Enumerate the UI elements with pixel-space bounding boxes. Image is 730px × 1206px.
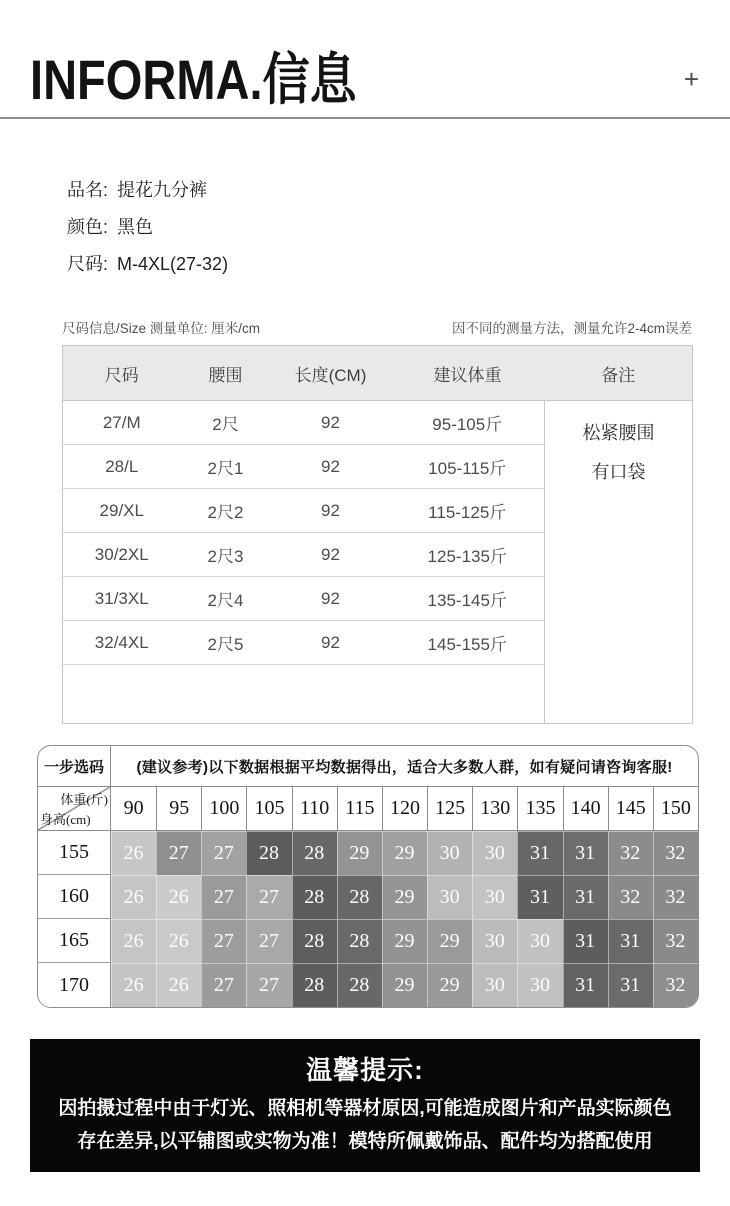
chart-value-cell: 28	[337, 963, 382, 1007]
notice-title: 温馨提示:	[306, 1055, 424, 1085]
chart-value-cell: 31	[563, 963, 608, 1007]
size-table-empty-cell	[63, 665, 181, 724]
chart-value-cell: 30	[472, 919, 517, 963]
size-table-cell: 145-155斤	[391, 621, 545, 665]
chart-value-cell: 28	[292, 919, 337, 963]
chart-value-cell: 32	[608, 831, 653, 875]
size-table-cell: 2尺5	[181, 621, 271, 665]
size-table-cell: 92	[271, 445, 391, 489]
chart-value-cell: 29	[382, 831, 427, 875]
size-table-meta	[62, 317, 692, 337]
chart-value-cell: 26	[111, 875, 156, 919]
size-table-remark-cell	[545, 401, 693, 724]
chart-value-cell: 27	[201, 963, 246, 1007]
size-table	[62, 345, 693, 724]
size-table-header-cell: 建议体重	[391, 346, 545, 401]
chart-value-cell: 31	[563, 831, 608, 875]
size-table-cell: 115-125斤	[391, 489, 545, 533]
chart-value-cell: 31	[563, 919, 608, 963]
size-table-cell: 28/L	[63, 445, 181, 489]
size-table-cell: 2尺3	[181, 533, 271, 577]
chart-value-cell: 28	[246, 831, 291, 875]
product-field-value: 黑色	[117, 217, 154, 237]
product-field-value: M-4XL(27-32)	[117, 254, 229, 274]
chart-value-cell: 32	[653, 831, 698, 875]
chart-height-cell: 165	[38, 919, 111, 963]
chart-value-cell: 28	[292, 875, 337, 919]
chart-value-cell: 32	[653, 875, 698, 919]
chart-value-cell: 27	[201, 919, 246, 963]
chart-weight-cell: 145	[608, 787, 653, 831]
notice-box	[30, 1039, 700, 1172]
chart-value-cell: 31	[608, 919, 653, 963]
chart-value-cell: 30	[472, 963, 517, 1007]
size-table-header-cell: 备注	[545, 346, 693, 401]
size-table-header-cell: 长度(CM)	[271, 346, 391, 401]
chart-weight-cell: 130	[472, 787, 517, 831]
size-table-note-right: 因不同的测量方法，测量允许2-4cm误差	[451, 321, 692, 336]
chart-value-cell: 32	[653, 919, 698, 963]
product-info	[67, 172, 228, 283]
product-field-label: 尺码:	[67, 254, 109, 274]
product-field-label: 品名:	[67, 180, 109, 200]
notice-line: 存在差异,以平铺图或实物为准！模特所佩戴饰品、配件均为搭配使用	[77, 1131, 653, 1152]
chart-height-cell: 170	[38, 963, 111, 1007]
size-table-header-cell: 腰围	[181, 346, 271, 401]
size-table-cell: 92	[271, 489, 391, 533]
chart-value-cell: 30	[427, 875, 472, 919]
chart-grid	[38, 746, 698, 1007]
remark-line: 松紧腰围	[582, 423, 655, 443]
size-table-head-row	[63, 346, 693, 401]
size-table-cell: 31/3XL	[63, 577, 181, 621]
size-table-body	[63, 401, 693, 724]
chart-value-cell: 29	[382, 875, 427, 919]
size-table-cell: 30/2XL	[63, 533, 181, 577]
chart-axis-cell	[38, 787, 111, 831]
size-table-empty-cell	[181, 665, 271, 724]
chart-value-cell: 27	[201, 831, 246, 875]
product-field-label: 颜色:	[67, 217, 109, 237]
size-table-cell: 105-115斤	[391, 445, 545, 489]
size-table-cell: 29/XL	[63, 489, 181, 533]
size-table-cell: 2尺4	[181, 577, 271, 621]
chart-value-cell: 27	[246, 919, 291, 963]
product-field-value: 提花九分裤	[117, 180, 208, 200]
size-table-row	[63, 401, 693, 445]
size-table-cell: 92	[271, 621, 391, 665]
chart-value-cell: 32	[653, 963, 698, 1007]
chart-value-cell: 27	[246, 875, 291, 919]
size-table-cell: 135-145斤	[391, 577, 545, 621]
chart-value-cell: 26	[111, 831, 156, 875]
size-table-cell: 27/M	[63, 401, 181, 445]
chart-value-cell: 30	[472, 831, 517, 875]
chart-value-cell: 31	[563, 875, 608, 919]
size-table-cell: 2尺1	[181, 445, 271, 489]
one-step-size-chart	[37, 745, 699, 1008]
size-table-cell: 92	[271, 533, 391, 577]
chart-value-cell: 26	[111, 919, 156, 963]
size-table-cell: 2尺2	[181, 489, 271, 533]
chart-value-cell: 29	[382, 963, 427, 1007]
chart-value-cell: 31	[608, 963, 653, 1007]
chart-note: (建议参考)以下数据根据平均数据得出，适合大多数人群，如有疑问请咨询客服!	[111, 746, 698, 787]
chart-weight-cell: 135	[517, 787, 562, 831]
header-divider	[0, 117, 730, 119]
chart-value-cell: 31	[517, 831, 562, 875]
chart-value-cell: 29	[337, 831, 382, 875]
chart-value-cell: 28	[292, 963, 337, 1007]
chart-value-cell: 31	[517, 875, 562, 919]
plus-icon: +	[683, 64, 699, 94]
remark-line: 有口袋	[591, 462, 646, 482]
size-table-empty-cell	[271, 665, 391, 724]
chart-weight-cell: 120	[382, 787, 427, 831]
chart-value-cell: 30	[517, 919, 562, 963]
chart-weight-cell: 125	[427, 787, 472, 831]
chart-value-cell: 32	[608, 875, 653, 919]
size-table-empty-cell	[391, 665, 545, 724]
chart-value-cell: 26	[156, 919, 201, 963]
chart-value-cell: 28	[292, 831, 337, 875]
chart-value-cell: 30	[472, 875, 517, 919]
chart-weight-cell: 115	[337, 787, 382, 831]
height-axis-label: 身高(cm)	[40, 812, 91, 827]
chart-height-cell: 155	[38, 831, 111, 875]
chart-weight-cell: 150	[653, 787, 698, 831]
size-table-note-left: 尺码信息/Size 测量单位: 厘米/cm	[62, 321, 261, 336]
notice-line: 因拍摄过程中由于灯光、照相机等器材原因,可能造成图片和产品实际颜色	[58, 1098, 672, 1119]
chart-value-cell: 28	[337, 919, 382, 963]
chart-weight-cell: 105	[246, 787, 291, 831]
chart-value-cell: 29	[382, 919, 427, 963]
chart-weight-cell: 90	[111, 787, 156, 831]
size-table-cell: 95-105斤	[391, 401, 545, 445]
chart-value-cell: 30	[517, 963, 562, 1007]
brand-logo: INFORMA.信息	[30, 48, 357, 111]
product-field-color	[67, 209, 228, 246]
chart-value-cell: 28	[337, 875, 382, 919]
chart-weight-cell: 140	[563, 787, 608, 831]
chart-value-cell: 27	[201, 875, 246, 919]
chart-value-cell: 26	[111, 963, 156, 1007]
chart-corner-title: 一步选码	[38, 746, 111, 787]
chart-value-cell: 30	[427, 831, 472, 875]
chart-value-cell: 27	[156, 831, 201, 875]
weight-axis-label: 体重(斤)	[60, 792, 108, 807]
size-table-cell: 92	[271, 577, 391, 621]
size-table-cell: 125-135斤	[391, 533, 545, 577]
size-table-cell: 2尺	[181, 401, 271, 445]
chart-weight-cell: 95	[156, 787, 201, 831]
chart-weight-cell: 100	[201, 787, 246, 831]
size-table-cell: 92	[271, 401, 391, 445]
chart-value-cell: 26	[156, 963, 201, 1007]
chart-value-cell: 26	[156, 875, 201, 919]
chart-value-cell: 27	[246, 963, 291, 1007]
chart-height-cell: 160	[38, 875, 111, 919]
size-table-cell: 32/4XL	[63, 621, 181, 665]
chart-value-cell: 29	[427, 963, 472, 1007]
product-field-name	[67, 172, 228, 209]
chart-weight-cell: 110	[292, 787, 337, 831]
chart-value-cell: 29	[427, 919, 472, 963]
size-table-header-cell: 尺码	[63, 346, 181, 401]
product-field-size	[67, 246, 228, 283]
